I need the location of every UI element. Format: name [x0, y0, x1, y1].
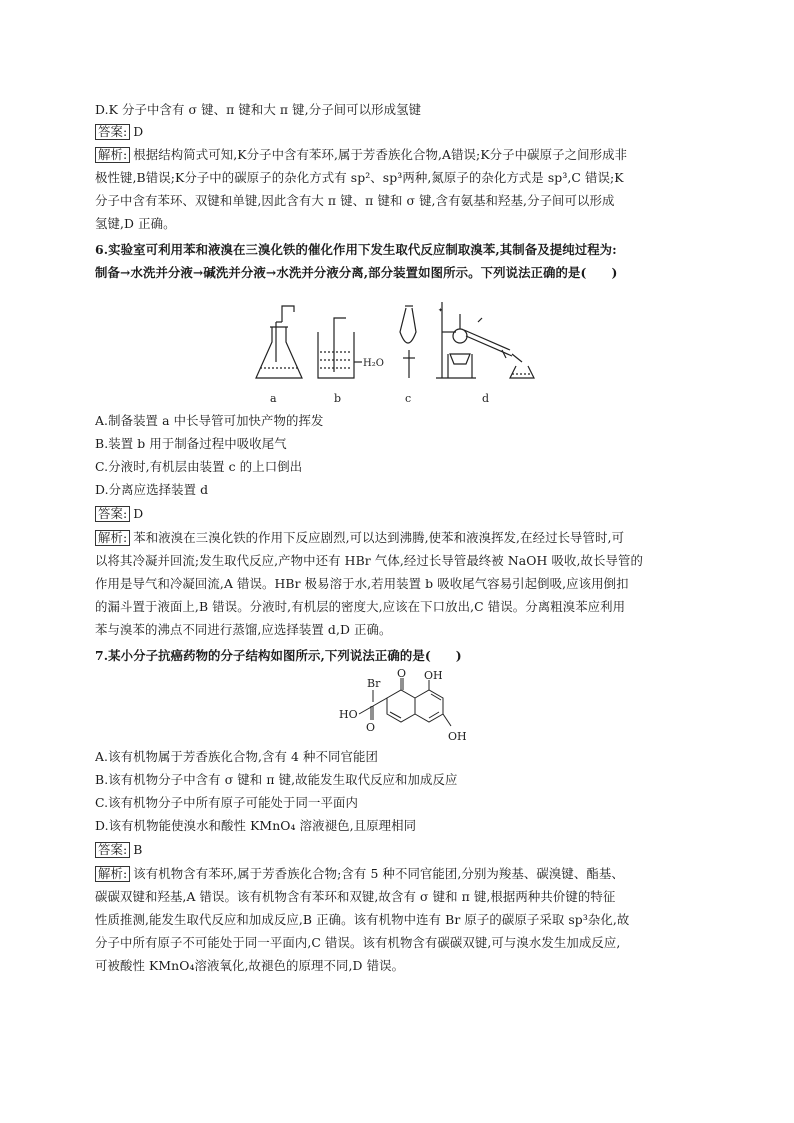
- q5-analysis-line-3: 分子中含有苯环、双键和单键,因此含有大 π 键、π 键和 σ 键,含有氨基和羟基,分子间可以形成: [95, 193, 615, 208]
- svg-text:✦: ✦: [438, 307, 444, 314]
- q7-analysis-line-2: 碳碳双键和羟基,A 错误。该有机物含有苯环和双键,故含有 σ 键和 π 键,根据两种共价键的特征: [95, 889, 616, 904]
- q7-stem: 7.某小分子抗癌药物的分子结构如图所示,下列说法正确的是( ): [95, 648, 462, 663]
- q7-option-d: D.该有机物能使溴水和酸性 KMnO₄ 溶液褪色,且原理相同: [95, 818, 417, 833]
- q6-analysis-line-3: 作用是导气和冷凝回流,A 错误。HBr 极易溶于水,若用装置 b 吸收尾气容易引起倒吸,应该用倒扣: [95, 576, 629, 591]
- apparatus-b: [318, 318, 362, 378]
- answer-value: D: [133, 124, 144, 139]
- apparatus-figure: [250, 292, 560, 407]
- label-d: d: [482, 392, 490, 405]
- label-a: a: [270, 392, 277, 405]
- q6-analysis-line-2: 以将其冷凝并回流;发生取代反应,产物中还有 HBr 气体,经过长导管最终被 NaOH 吸收,故长导管的: [95, 553, 643, 568]
- q6-option-b: B.装置 b 用于制备过程中吸收尾气: [95, 436, 287, 451]
- q7-option-b: B.该有机物分子中含有 σ 键和 π 键,故能发生取代反应和加成反应: [95, 772, 458, 787]
- q5-analysis-line-4: 氢键,D 正确。: [95, 216, 176, 231]
- q6-analysis-line-4: 的漏斗置于液面上,B 错误。分液时,有机层的密度大,应该在下口放出,C 错误。分离粗溴苯应利用: [95, 599, 626, 614]
- q7-answer: [95, 842, 705, 858]
- molecule-structure: [335, 668, 470, 746]
- q5-analysis-line-2: 极性键,B错误;K分子中的碳原子的杂化方式有 sp²、sp³两种,氮原子的杂化方式是 sp³,C 错误;K: [95, 170, 624, 185]
- q7-option-c: C.该有机物分子中所有原子可能处于同一平面内: [95, 795, 358, 810]
- q6-option-c: C.分液时,有机层由装置 c 的上口倒出: [95, 459, 303, 474]
- analysis-tag: 解析:: [95, 147, 130, 163]
- q6-option-d: D.分离应选择装置 d: [95, 482, 209, 497]
- q6-answer: [95, 506, 705, 522]
- q7-option-a: A.该有机物属于芳香族化合物,含有 4 种不同官能团: [95, 749, 378, 764]
- q6-analysis-line-1: 解析: 苯和液溴在三溴化铁的作用下反应剧烈,可以达到沸腾,使苯和液溴挥发,在经过长导管时,可: [95, 530, 705, 546]
- analysis-tag: 解析:: [95, 866, 130, 882]
- ho-label: HO: [339, 708, 358, 721]
- br-label: Br: [367, 677, 381, 690]
- q5-answer: [95, 124, 705, 140]
- q5-option-d: D.K 分子中含有 σ 键、π 键和大 π 键,分子间可以形成氢键: [95, 102, 422, 117]
- oh-top-label: OH: [424, 669, 443, 682]
- q7-analysis-line-5: 可被酸性 KMnO₄溶液氧化,故褪色的原理不同,D 错误。: [95, 958, 405, 973]
- acid-o-label: O: [366, 721, 376, 734]
- answer-value: D: [133, 506, 144, 521]
- apparatus-a: [256, 306, 302, 378]
- q6-stem-line-2: 制备→水洗并分液→碱洗并分液→水洗并分液分离,部分装置如图所示。下列说法正确的是( ): [95, 265, 618, 280]
- q5-analysis-line-1: 解析: 根据结构简式可知,K分子中含有苯环,属于芳香族化合物,A错误;K分子中碳原子之间形成非: [95, 147, 705, 163]
- carbonyl-o-label: O: [397, 668, 407, 680]
- q6-stem-line-1: 6.实验室可利用苯和液溴在三溴化铁的催化作用下发生取代反应制取溴苯,其制备及提纯过程为:: [95, 242, 617, 257]
- water-label: H₂O: [363, 358, 384, 369]
- oh-bottom-label: OH: [448, 730, 467, 743]
- q7-analysis-line-1: 解析: 该有机物含有苯环,属于芳香族化合物;含有 5 种不同官能团,分别为羧基、碳溴键、酯基、: [95, 866, 705, 882]
- analysis-tag: 解析:: [95, 530, 130, 546]
- answer-value: B: [133, 842, 143, 857]
- apparatus-c: [400, 306, 416, 378]
- q6-analysis-line-5: 苯与溴苯的沸点不同进行蒸馏,应选择装置 d,D 正确。: [95, 622, 392, 637]
- label-c: c: [405, 392, 412, 405]
- apparatus-d: [436, 302, 534, 378]
- answer-tag: 答案:: [95, 506, 130, 522]
- q7-analysis-line-4: 分子中所有原子不可能处于同一平面内,C 错误。该有机物含有碳碳双键,可与溴水发生加成反应,: [95, 935, 621, 950]
- answer-tag: 答案:: [95, 124, 130, 140]
- label-b: b: [334, 392, 342, 405]
- q6-option-a: A.制备装置 a 中长导管可加快产物的挥发: [95, 413, 324, 428]
- answer-tag: 答案:: [95, 842, 130, 858]
- q7-analysis-line-3: 性质推测,能发生取代反应和加成反应,B 正确。该有机物中连有 Br 原子的碳原子采取 sp³杂化,故: [95, 912, 630, 927]
